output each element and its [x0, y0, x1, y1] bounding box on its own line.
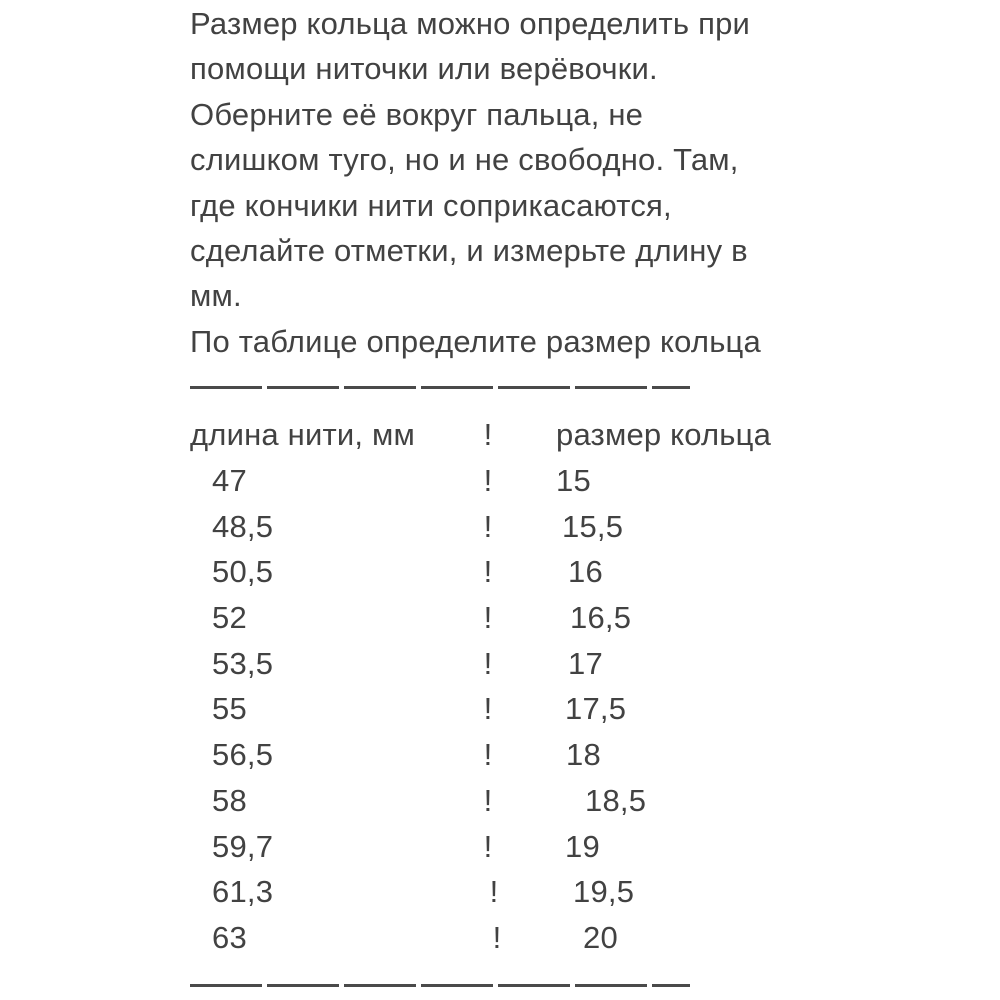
size-value: 16,5 [570, 600, 632, 636]
column-separator: ! [483, 691, 493, 727]
column-separator: ! [483, 600, 493, 636]
table-row [190, 641, 771, 687]
length-column-header: длина нити, мм [190, 417, 416, 452]
top-divider [190, 386, 690, 389]
column-separator: ! [483, 645, 493, 681]
length-value: 59,7 [212, 828, 274, 864]
table-row [190, 915, 771, 961]
size-value: 15 [556, 463, 591, 498]
table-row [190, 458, 771, 504]
length-value: 48,5 [212, 508, 274, 544]
size-value: 17 [568, 645, 603, 681]
table-row [190, 595, 771, 641]
size-value: 19 [565, 828, 600, 864]
table-row [190, 778, 771, 824]
intro-line: Оберните её вокруг пальца, не [190, 96, 644, 132]
table-row [190, 732, 771, 778]
column-separator: ! [483, 782, 493, 818]
length-value: 52 [212, 600, 247, 636]
intro-line: где кончики нити соприкасаются, [190, 187, 672, 223]
column-separator: ! [492, 919, 502, 955]
bottom-divider [190, 984, 690, 987]
size-value: 16 [568, 554, 603, 590]
column-separator: ! [483, 554, 493, 590]
table-caption: По таблице определите размер кольца [190, 323, 761, 359]
size-value: 20 [583, 919, 618, 955]
table-row [190, 504, 771, 550]
intro-line: сделайте отметки, и измерьте длину в [190, 232, 748, 268]
intro-line: помощи ниточки или верёвочки. [190, 51, 658, 87]
size-value: 19,5 [573, 874, 635, 910]
table-row [190, 686, 771, 732]
size-column-header: размер кольца [556, 417, 772, 452]
table-header-row [190, 412, 771, 458]
length-value: 58 [212, 782, 247, 818]
table-row [190, 549, 771, 595]
column-separator: ! [489, 874, 499, 910]
ring-size-table [190, 412, 771, 961]
size-value: 17,5 [565, 691, 627, 727]
length-value: 56,5 [212, 737, 274, 773]
intro-line: мм. [190, 278, 242, 314]
length-value: 47 [212, 463, 247, 498]
column-separator: ! [483, 508, 493, 544]
table-row [190, 824, 771, 870]
length-value: 50,5 [212, 554, 274, 590]
size-value: 18 [566, 737, 601, 773]
size-value: 15,5 [562, 508, 624, 544]
intro-line: Размер кольца можно определить при [190, 6, 751, 41]
column-separator: ! [483, 828, 493, 864]
length-value: 63 [212, 919, 247, 955]
intro-line: слишком туго, но и не свободно. Там, [190, 142, 739, 178]
length-value: 55 [212, 691, 247, 727]
column-separator: ! [483, 463, 493, 498]
size-value: 18,5 [585, 782, 647, 818]
column-separator: ! [483, 737, 493, 773]
length-value: 61,3 [212, 874, 274, 910]
table-row [190, 869, 771, 915]
column-separator: ! [483, 417, 493, 452]
length-value: 53,5 [212, 645, 274, 681]
intro-paragraph [190, 1, 761, 364]
